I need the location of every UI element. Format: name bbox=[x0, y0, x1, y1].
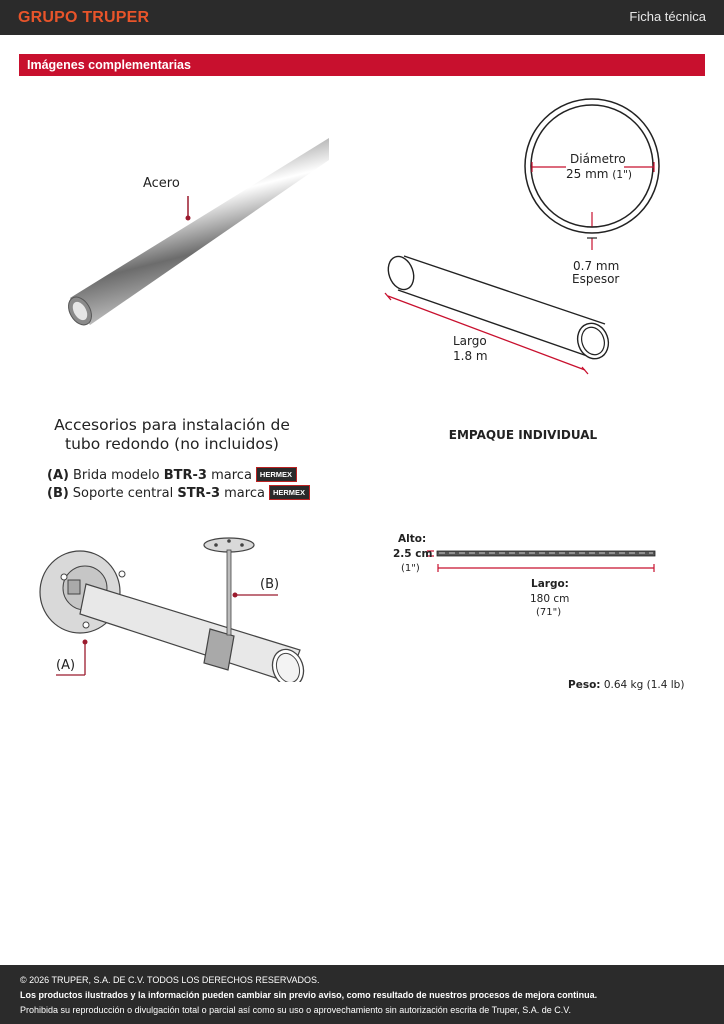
accessory-text: Brida modelo bbox=[72, 468, 164, 483]
package-height-value: 2.5 cm bbox=[393, 548, 433, 560]
document-type: Ficha técnica bbox=[629, 9, 706, 24]
diameter-imperial: (1") bbox=[612, 169, 632, 181]
length-label: Largo bbox=[453, 334, 487, 348]
top-bar bbox=[0, 0, 724, 35]
callout-b: (B) bbox=[260, 577, 280, 592]
accessory-tag: (B) bbox=[47, 486, 69, 501]
section-title: Imágenes complementarias bbox=[27, 58, 191, 72]
package-height-label: Alto: bbox=[398, 533, 427, 545]
material-label: Acero bbox=[143, 176, 180, 191]
accessory-model: STR-3 bbox=[177, 486, 221, 501]
hermex-logo: HERMEX bbox=[256, 467, 297, 482]
weight-value: 0.64 kg (1.4 lb) bbox=[603, 679, 685, 691]
callout-a: (A) bbox=[56, 658, 76, 673]
hermex-logo: HERMEX bbox=[269, 485, 310, 500]
package-length-value: 180 cm bbox=[530, 593, 570, 605]
package-length-imperial: (71") bbox=[536, 607, 562, 618]
accessory-suffix: marca bbox=[206, 468, 252, 483]
packaging-title: EMPAQUE INDIVIDUAL bbox=[448, 428, 598, 442]
brand-logo: GRUPO TRUPER bbox=[18, 9, 150, 26]
tube-length-diagram bbox=[380, 250, 620, 380]
packaging-diagram bbox=[424, 546, 660, 576]
accessories-title-line1: Accesorios para instalación de bbox=[54, 416, 290, 434]
thickness-value: 0.7 mm bbox=[573, 259, 620, 273]
footer bbox=[0, 965, 724, 1024]
weight-label: Peso: bbox=[568, 679, 601, 691]
accessory-model: BTR-3 bbox=[163, 468, 207, 483]
package-length-label: Largo: bbox=[531, 578, 569, 590]
accessory-item-a bbox=[47, 467, 297, 483]
package-height-imperial: (1") bbox=[401, 563, 420, 574]
diameter-value: 25 mm bbox=[566, 167, 609, 181]
footer-notice: Los productos ilustrados y la información pueden cambiar sin previo aviso, como resultado de nuestros procesos de mejora continua. bbox=[20, 990, 598, 1000]
footer-prohibition: Prohibida su reproducción o divulgación total o parcial así como su uso o aprovechamiento sin autorización escrita de Truper, S.A. de C.V. bbox=[20, 1005, 571, 1015]
accessory-tag: (A) bbox=[47, 468, 69, 483]
footer-copyright: © 2026 TRUPER, S.A. DE C.V. TODOS LOS DERECHOS RESERVADOS. bbox=[20, 975, 320, 985]
installation-illustration bbox=[38, 532, 313, 682]
accessory-text: Soporte central bbox=[72, 486, 178, 501]
accessory-item-b bbox=[47, 485, 310, 501]
accessory-suffix: marca bbox=[220, 486, 265, 501]
length-value: 1.8 m bbox=[453, 349, 488, 363]
section-header bbox=[19, 54, 705, 76]
accessories-title bbox=[48, 416, 296, 454]
steel-tube-image bbox=[60, 130, 335, 330]
package-weight bbox=[568, 679, 684, 691]
thickness-label: Espesor bbox=[572, 272, 620, 286]
diameter-label: Diámetro bbox=[570, 152, 626, 166]
accessories-title-line2: tubo redondo (no incluidos) bbox=[65, 435, 279, 453]
